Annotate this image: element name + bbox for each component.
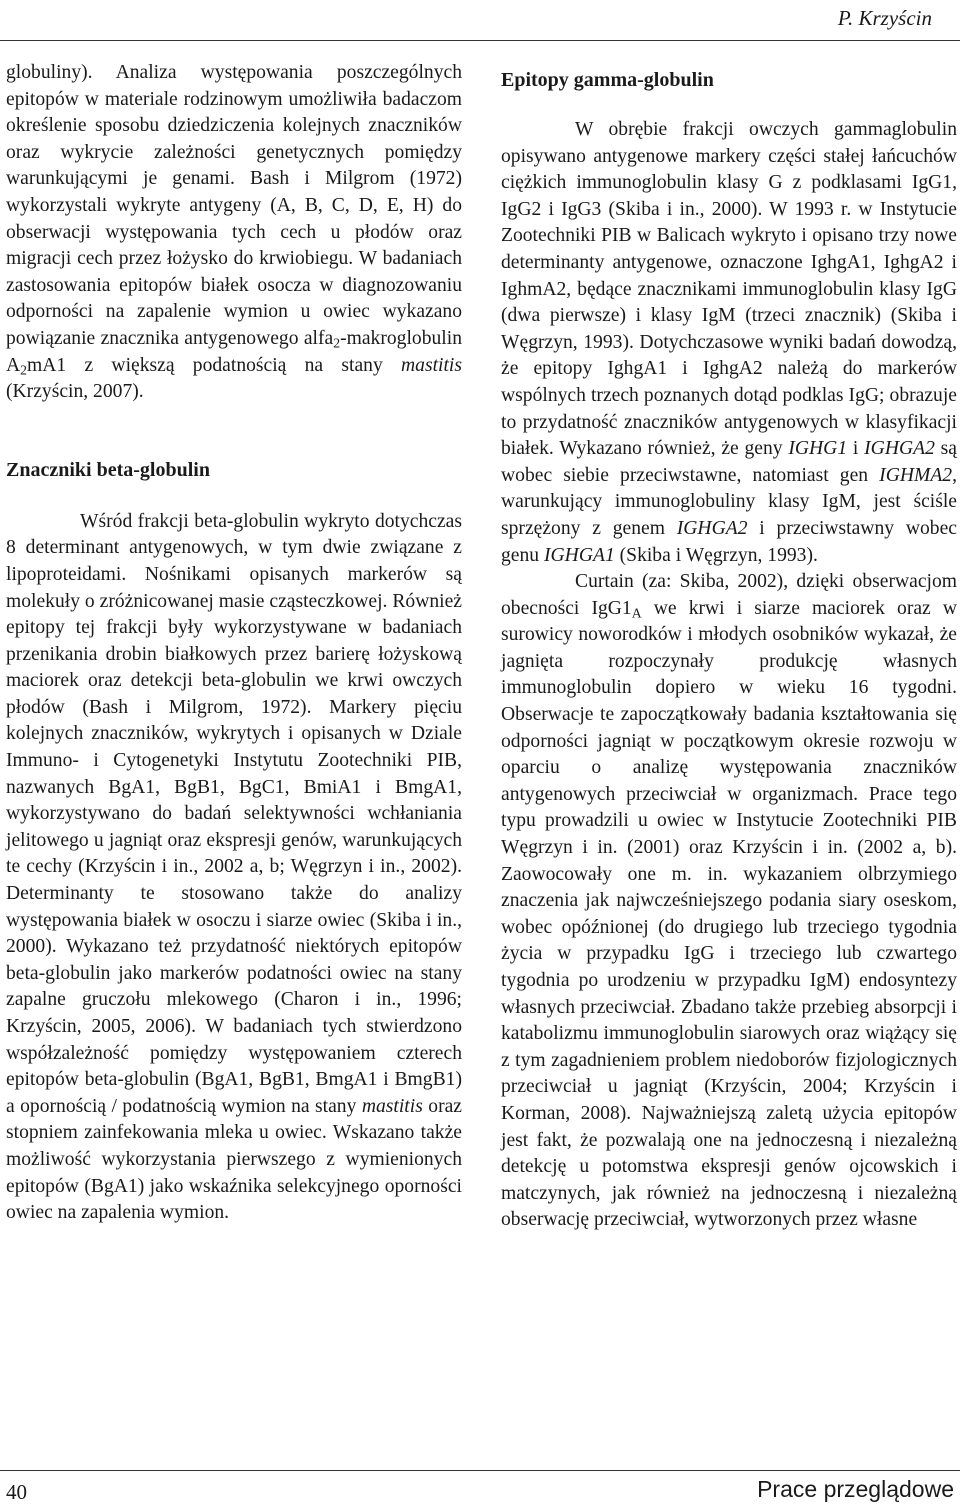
left-paragraph-2: Wśród frakcji beta-globulin wykryto dotychczas 8 determinant antygenowych, w tym dwie związane z lipoproteidami. Nośnikami opisanych markerów są molekuły o zróżnicowanej masie cząsteczkowej. Również epitopy tej frakcji były wykorzystywane w badaniach przenikania drobin białkowych przez barierę łożyskową maciorek oraz detekcji beta-globulin we krwi owczych płodów (Bash i Milgrom, 1972). Markery pięciu kolejnych znaczników, wykrytych i opisanych w Dziale Immuno- i Cytogenetyki Instytutu Zootechniki PIB, nazwanych BgA1, BgB1, BgC1, BmiA1 i BmgA1, wykorzystywano do badań selektywności wchłaniania jelitowego u jagniąt oraz ekspresji genów, warunkujących te cechy (Krzyścin i in., 2002 a, b; Węgrzyn i in., 2002). Determinanty te stosowano także do analizy występowania białek w osoczu i siarze owiec (Skiba i in., 2000). Wykazano też przydatność niektórych epitopów beta-globulin jako markerów podatności owiec na stany zapalne gruczołu mlekowego (Charon i in., 1996; Krzyścin, 2005, 2006). W badaniach tych stwierdzono współzależność pomiędzy występowaniem czterech epitopów beta-globulin (BgA1, BgB1, BmgA1 i BmgB1) a opornością / podatnością wymion na stany mastitis oraz stopniem zainfekowania mleka u owiec. Wskazano także możliwość wykorzystania pierwszego z wymienionych epitopów (BgA1) jako wskaźnika selekcyjnego oporności owiec na zapalenia wymion. [6, 510, 462, 1224]
subscript: 2 [20, 361, 28, 377]
italic-term: IGHMA2 [879, 464, 953, 486]
subscript: A [631, 605, 642, 621]
right-column [501, 60, 957, 1234]
journal-section-name: Prace przeglądowe [757, 1476, 954, 1502]
header-rule [0, 40, 960, 41]
subscript: 2 [333, 335, 341, 351]
italic-term: IGHGA2 [864, 438, 935, 460]
section-heading-gamma-globulin: Epitopy gamma-globulin [501, 69, 714, 91]
italic-term: IGHG1 [788, 438, 848, 460]
italic-term: IGHGA1 [544, 544, 615, 566]
left-paragraph-1: globuliny). Analiza występowania poszczególnych epitopów w materiale rodzinowym umożliwiła badaczom określenie sposobu dziedziczenia kolejnych znaczników oraz wykrycie zależności genetycznych pomiędzy warunkującymi je genami. Bash i Milgrom (1972) wykorzystali wykryte antygeny (A, B, C, D, E, H) do obserwacji występowania tych cech u płodów oraz migracji cech przez łożysko do krwiobiegu. W badaniach zastosowania epitopów białek osocza w diagnozowaniu odporności na zapalenie wymion u owiec wykazano powiązanie znacznika antygenowego alfa$_2$-makroglobulin $A_2mA1$ z większą podatnością na stany mastitis (Krzyścin, 2007). [6, 62, 462, 403]
italic-term: mastitis [401, 354, 462, 376]
footer-rule [0, 1470, 960, 1471]
page-number: 40 [6, 1480, 27, 1504]
running-header-author: P. Krzyścin [837, 6, 932, 30]
left-column [6, 60, 462, 1227]
right-paragraph-2: Curtain (za: Skiba, 2002), dzięki obserwacjom obecności $IgG1_A$ we krwi i siarze maciorek oraz w surowicy noworodków i młodych osobników wykazał, że jagnięta rozpoczynały produkcję własnych immunoglobulin dopiero w wieku 16 tygodni. Obserwacje te zapoczątkowały badania kształtowania się odporności jagniąt w początkowym okresie rozwoju w oparciu o analizę występowania znaczników antygenowych przeciwciał w organizmach. Prace tego typu prowadzili u owiec w Instytucie Zootechniki PIB Węgrzyn i in. (2001) oraz Krzyścin i in. (2002 a, b). Zaowocowały one m. in. wykazaniem olbrzymiego znaczenia jak najwcześniejszego podania siary oseskom, wobec opóźnionej (do drugiego lub trzeciego tygodnia życia w przypadku IgG i trzeciego lub czwartego tygodnia po urodzeniu w przypadku IgM) endosyntezy własnych przeciwciał. Zbadano także przebieg absorpcji i katabolizmu immunoglobulin siarowych oraz wiążący się z tym zagadnieniem problem niedoborów fizjologicznych przeciwciał u jagniąt (Krzyścin, 2004; Krzyścin i Korman, 2008). Najważniejszą zaletą użycia epitopów jest fakt, że pozwalają one na jednoczesną i niezależną detekcję u potomstwa ekspresji genów ojcowskich i matczynych, jak również na jednoczesną i niezależną obserwację przeciwciał, wytworzonych przez własne [501, 571, 957, 1231]
right-paragraph-1: W obrębie frakcji owczych gammaglobulin opisywano antygenowe markery części stałej łańcuchów ciężkich immunoglobulin klasy G z podklasami IgG1, IgG2 i IgG3 (Skiba i in., 2000). W 1993 r. w Instytucie Zootechniki PIB w Balicach wykryto i opisano trzy nowe determinanty antygenowe, oznaczone IghgA1, IghgA2 i IghmA2, będące znacznikami immunoglobulin klasy IgG (dwa pierwsze) i klasy IgM (trzeci znacznik) (Skiba i Węgrzyn, 1993). Dotychczasowe wyniki badań dowodzą, że epitopy IghgA1 i IghgA2 należą do markerów wspólnych trzech poznanych dotąd podklas IgG; obrazuje to przydatność znaczników antygenowych w klasyfikacji białek. Wykazano również, że geny IGHG1 i IGHGA2 są wobec siebie przeciwstawne, natomiast gen IGHMA2, warunkujący immunoglobuliny klasy IgM, jest ściśle sprzężony z genem IGHGA2 i przeciwstawny wobec genu IGHGA1 (Skiba i Węgrzyn, 1993). [501, 119, 957, 566]
italic-term: mastitis [361, 1095, 423, 1117]
section-heading-beta-globulin: Znaczniki beta-globulin [6, 458, 210, 481]
italic-term: IGHGA2 [676, 517, 748, 539]
